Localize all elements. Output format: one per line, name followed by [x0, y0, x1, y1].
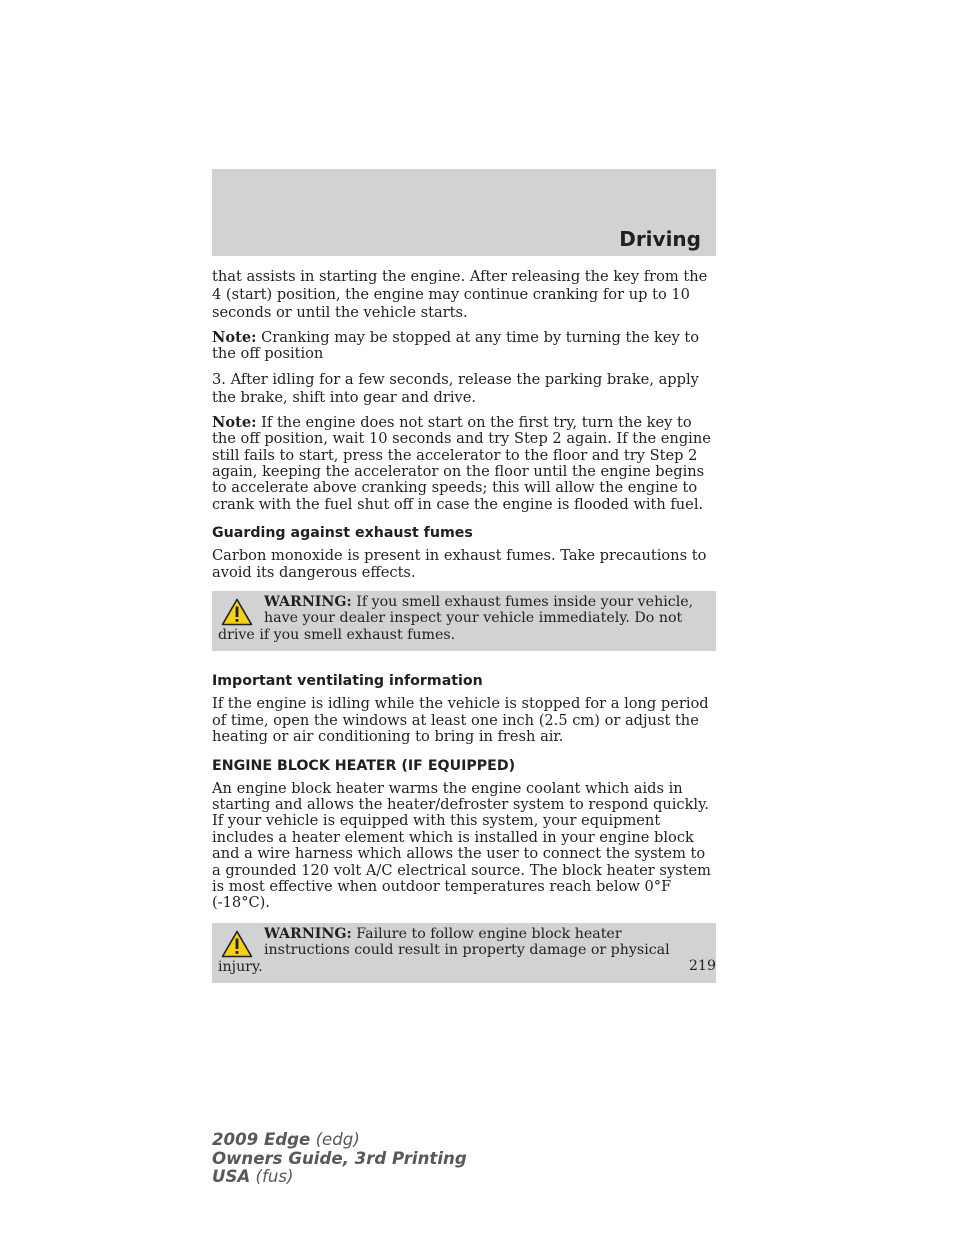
- footer-line-market: [212, 1168, 467, 1187]
- section-header: [212, 169, 716, 256]
- footer-guide-title: Owners Guide, 3rd Printing: [212, 1148, 467, 1168]
- page-content: [212, 268, 716, 1004]
- note-retry: [212, 415, 716, 513]
- warning-triangle-icon: [221, 930, 253, 958]
- warning-text: If you smell exhaust fumes inside your vehicle, have your dealer inspect your vehicle immediately. Do not drive if you smell exhaust fumes.: [218, 594, 694, 643]
- heading-block-heater: ENGINE BLOCK HEATER (IF EQUIPPED): [212, 757, 516, 774]
- note-text: Cranking may be stopped at any time by turning the key to the off position: [212, 329, 700, 363]
- paragraph-ventilating: If the engine is idling while the vehicle is stopped for a long period of time, open the windows at least one inch (2.5 cm) or adjust the heating or air conditioning to bring in fresh air.: [212, 695, 709, 746]
- note-label: Note:: [212, 329, 257, 346]
- warning-label: WARNING:: [264, 594, 352, 611]
- paragraph-intro: that assists in starting the engine. After releasing the key from the 4 (start) position, the engine may continue cranking for up to 10 seconds or until the vehicle starts.: [212, 268, 708, 321]
- footer-model-code: (edg): [310, 1130, 360, 1149]
- footer-line-model: [212, 1131, 467, 1150]
- note-text: If the engine does not start on the first try, turn the key to the off position, wait 10 seconds and try Step 2 again. If the engine still fails to start, press the accelerator to the floor and try Step 2 again, keeping the accelerator on the floor until the engine begins to accelerate above cranking speeds; this will allow the engine to crank with the fuel shut off in case the engine is flooded with fuel.: [212, 413, 711, 513]
- section-title: Driving: [619, 227, 701, 251]
- note-label: Note:: [212, 413, 257, 431]
- document-footer: [212, 1131, 467, 1187]
- paragraph-exhaust: Carbon monoxide is present in exhaust fumes. Take precautions to avoid its dangerous effects.: [212, 547, 707, 581]
- footer-line-guide: [212, 1150, 467, 1169]
- warning-label: WARNING:: [264, 925, 352, 942]
- warning-box-heater: [212, 923, 716, 983]
- paragraph-block-heater: An engine block heater warms the engine coolant which aids in starting and allows the heater/defroster system to respond quickly. If your vehicle is equipped with this system, your equipment includes a heater element which is installed in your engine block and a wire harness which allows the user to connect the system to a grounded 120 volt A/C electrical source. The block heater system is most effective when outdoor temperatures reach below 0°F (-18°C).: [212, 779, 711, 912]
- footer-market: USA: [212, 1167, 251, 1186]
- heading-ventilating: Important ventilating information: [212, 673, 483, 690]
- warning-text: Failure to follow engine block heater instructions could result in property damage or physical injury.: [218, 925, 670, 975]
- footer-market-code: (fus): [250, 1167, 294, 1186]
- footer-model: 2009 Edge: [212, 1130, 311, 1149]
- page-number: 219: [688, 958, 716, 974]
- warning-box-exhaust: [212, 591, 716, 651]
- warning-triangle-icon: [221, 598, 253, 626]
- heading-exhaust: Guarding against exhaust fumes: [212, 525, 473, 542]
- paragraph-step3: 3. After idling for a few seconds, release the parking brake, apply the brake, shift into gear and drive.: [212, 370, 699, 406]
- note-cranking: [212, 330, 716, 363]
